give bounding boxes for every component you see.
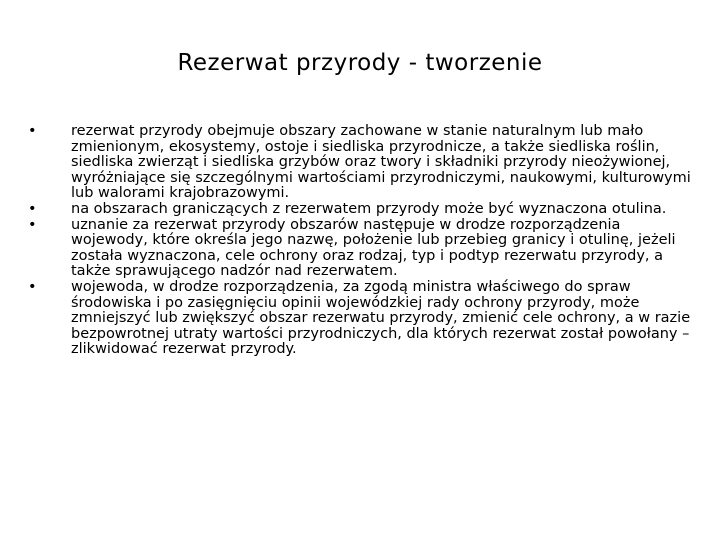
- bullet-text: na obszarach graniczących z rezerwatem przyrody może być wyznaczona otulina.: [71, 200, 667, 217]
- bullet-item-4: [28, 280, 696, 358]
- bullet-text: uznanie za rezerwat przyrody obszarów następuje w drodze rozporządzenia wojewody, które określa jego nazwę, położenie lub przebieg granicy i otulinę, jeżeli została wyznaczona, cele ochrony oraz rodzaj, typ i podtyp rezerwatu przyrody, a także sprawującego nadzór nad rezerwatem.: [71, 216, 676, 280]
- bullet-item-3: [28, 218, 696, 280]
- bullet-text: rezerwat przyrody obejmuje obszary zachowane w stanie naturalnym lub mało zmienionym, ekosystemy, ostoje i siedliska przyrodnicze, a także siedliska roślin, siedliska zwierząt i siedliska grzybów oraz twory i składniki przyrody nieożywionej, wyróżniające się szczególnymi wartościami przyrodniczymi, naukowymi, kulturowymi lub walorami krajobrazowymi.: [71, 123, 691, 202]
- bullet-text: wojewoda, w drodze rozporządzenia, za zgodą ministra właściwego do spraw środowiska i po zasięgnięciu opinii wojewódzkiej rady ochrony przyrody, może zmniejszyć lub zwiększyć obszar rezerwatu przyrody, zmienić cele ochrony, a w razie bezpowrotnej utraty wartości przyrodniczych, dla których rezerwat został powołany – zlikwidować rezerwat przyrody.: [71, 278, 691, 358]
- bullet-list: [28, 124, 696, 358]
- bullet-item-2: [28, 202, 696, 218]
- bullet-icon: •: [28, 278, 37, 295]
- bullet-item-1: [28, 124, 696, 202]
- bullet-icon: •: [28, 200, 37, 217]
- slide-title: Rezerwat przyrody - tworzenie: [177, 50, 543, 76]
- bullet-icon: •: [28, 216, 37, 233]
- bullet-icon: •: [28, 123, 37, 139]
